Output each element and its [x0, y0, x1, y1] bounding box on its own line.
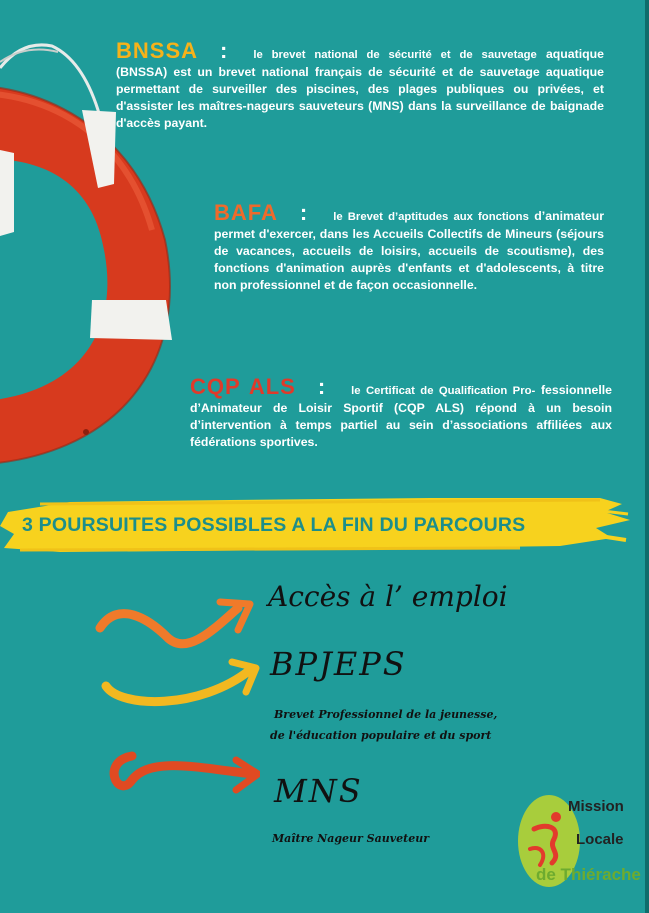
cqp-als-section — [190, 374, 613, 451]
bnssa-lead: le brevet national de sécurité et de sauvetage — [253, 49, 537, 61]
page-edge — [645, 0, 649, 913]
cqp-als-lead: le Certificat de Qualification Pro- — [351, 385, 536, 397]
bnssa-description: aquatique (BNSSA) est un brevet national français de sécurité et de sauvetage aquatique permettant de surveiller des piscines, des plages publiques ou privées, et d'assister les maîtres-nageurs sauveteurs (MNS) dans la surveillance de baignade d'accès payant. — [116, 47, 605, 130]
bafa-lead: le Brevet d’aptitudes aux fonctions — [333, 211, 529, 223]
bafa-section — [214, 200, 604, 294]
pathway-bpjeps-description-1: Brevet Professionnel de la jeunesse, — [274, 708, 498, 721]
bafa-description: d’animateur permet d'exercer, dans les Accueils Collectifs de Mineurs (séjours de vacances, accueils de loisirs, accueils de scoutisme), des fonctions d'animation auprès d'enfants et d'adolescents, à titre non professionnel et de façon occasionnelle. — [214, 209, 604, 292]
pathway-mns-description: Maître Nageur Sauveteur — [272, 832, 430, 845]
pathway-emploi-title: Accès à l’ emploi — [268, 580, 508, 613]
cqp-als-acronym: CQP ALS — [190, 374, 296, 399]
pathway-mns-title: MNS — [274, 772, 363, 810]
mission-locale-logo — [518, 793, 641, 893]
bnssa-acronym: BNSSA — [116, 38, 199, 63]
cqp-als-description: fessionnelle d’Animateur de Loisir Sportif (CQP ALS) répond à un besoin d’intervention à temps partiel au sein d’associations affiliées aux fédérations sportives. — [190, 383, 613, 449]
bafa-acronym: BAFA — [214, 200, 278, 225]
logo-text-mission: Mission — [568, 798, 624, 815]
logo-text-locale: Locale — [576, 831, 624, 848]
pathway-bpjeps-description-2: de l'éducation populaire et du sport — [270, 729, 492, 742]
pathway-arrows — [0, 560, 260, 820]
cqp-als-colon: : — [317, 374, 326, 399]
pathway-bpjeps-title: BPJEPS — [270, 645, 407, 683]
logo-text-thierache: de Thiérache — [536, 865, 641, 884]
bafa-colon: : — [299, 200, 308, 225]
bnssa-colon: : — [220, 38, 228, 63]
banner-title: 3 POURSUITES POSSIBLES A LA FIN DU PARCOURS — [22, 514, 526, 536]
bnssa-section — [116, 38, 605, 132]
